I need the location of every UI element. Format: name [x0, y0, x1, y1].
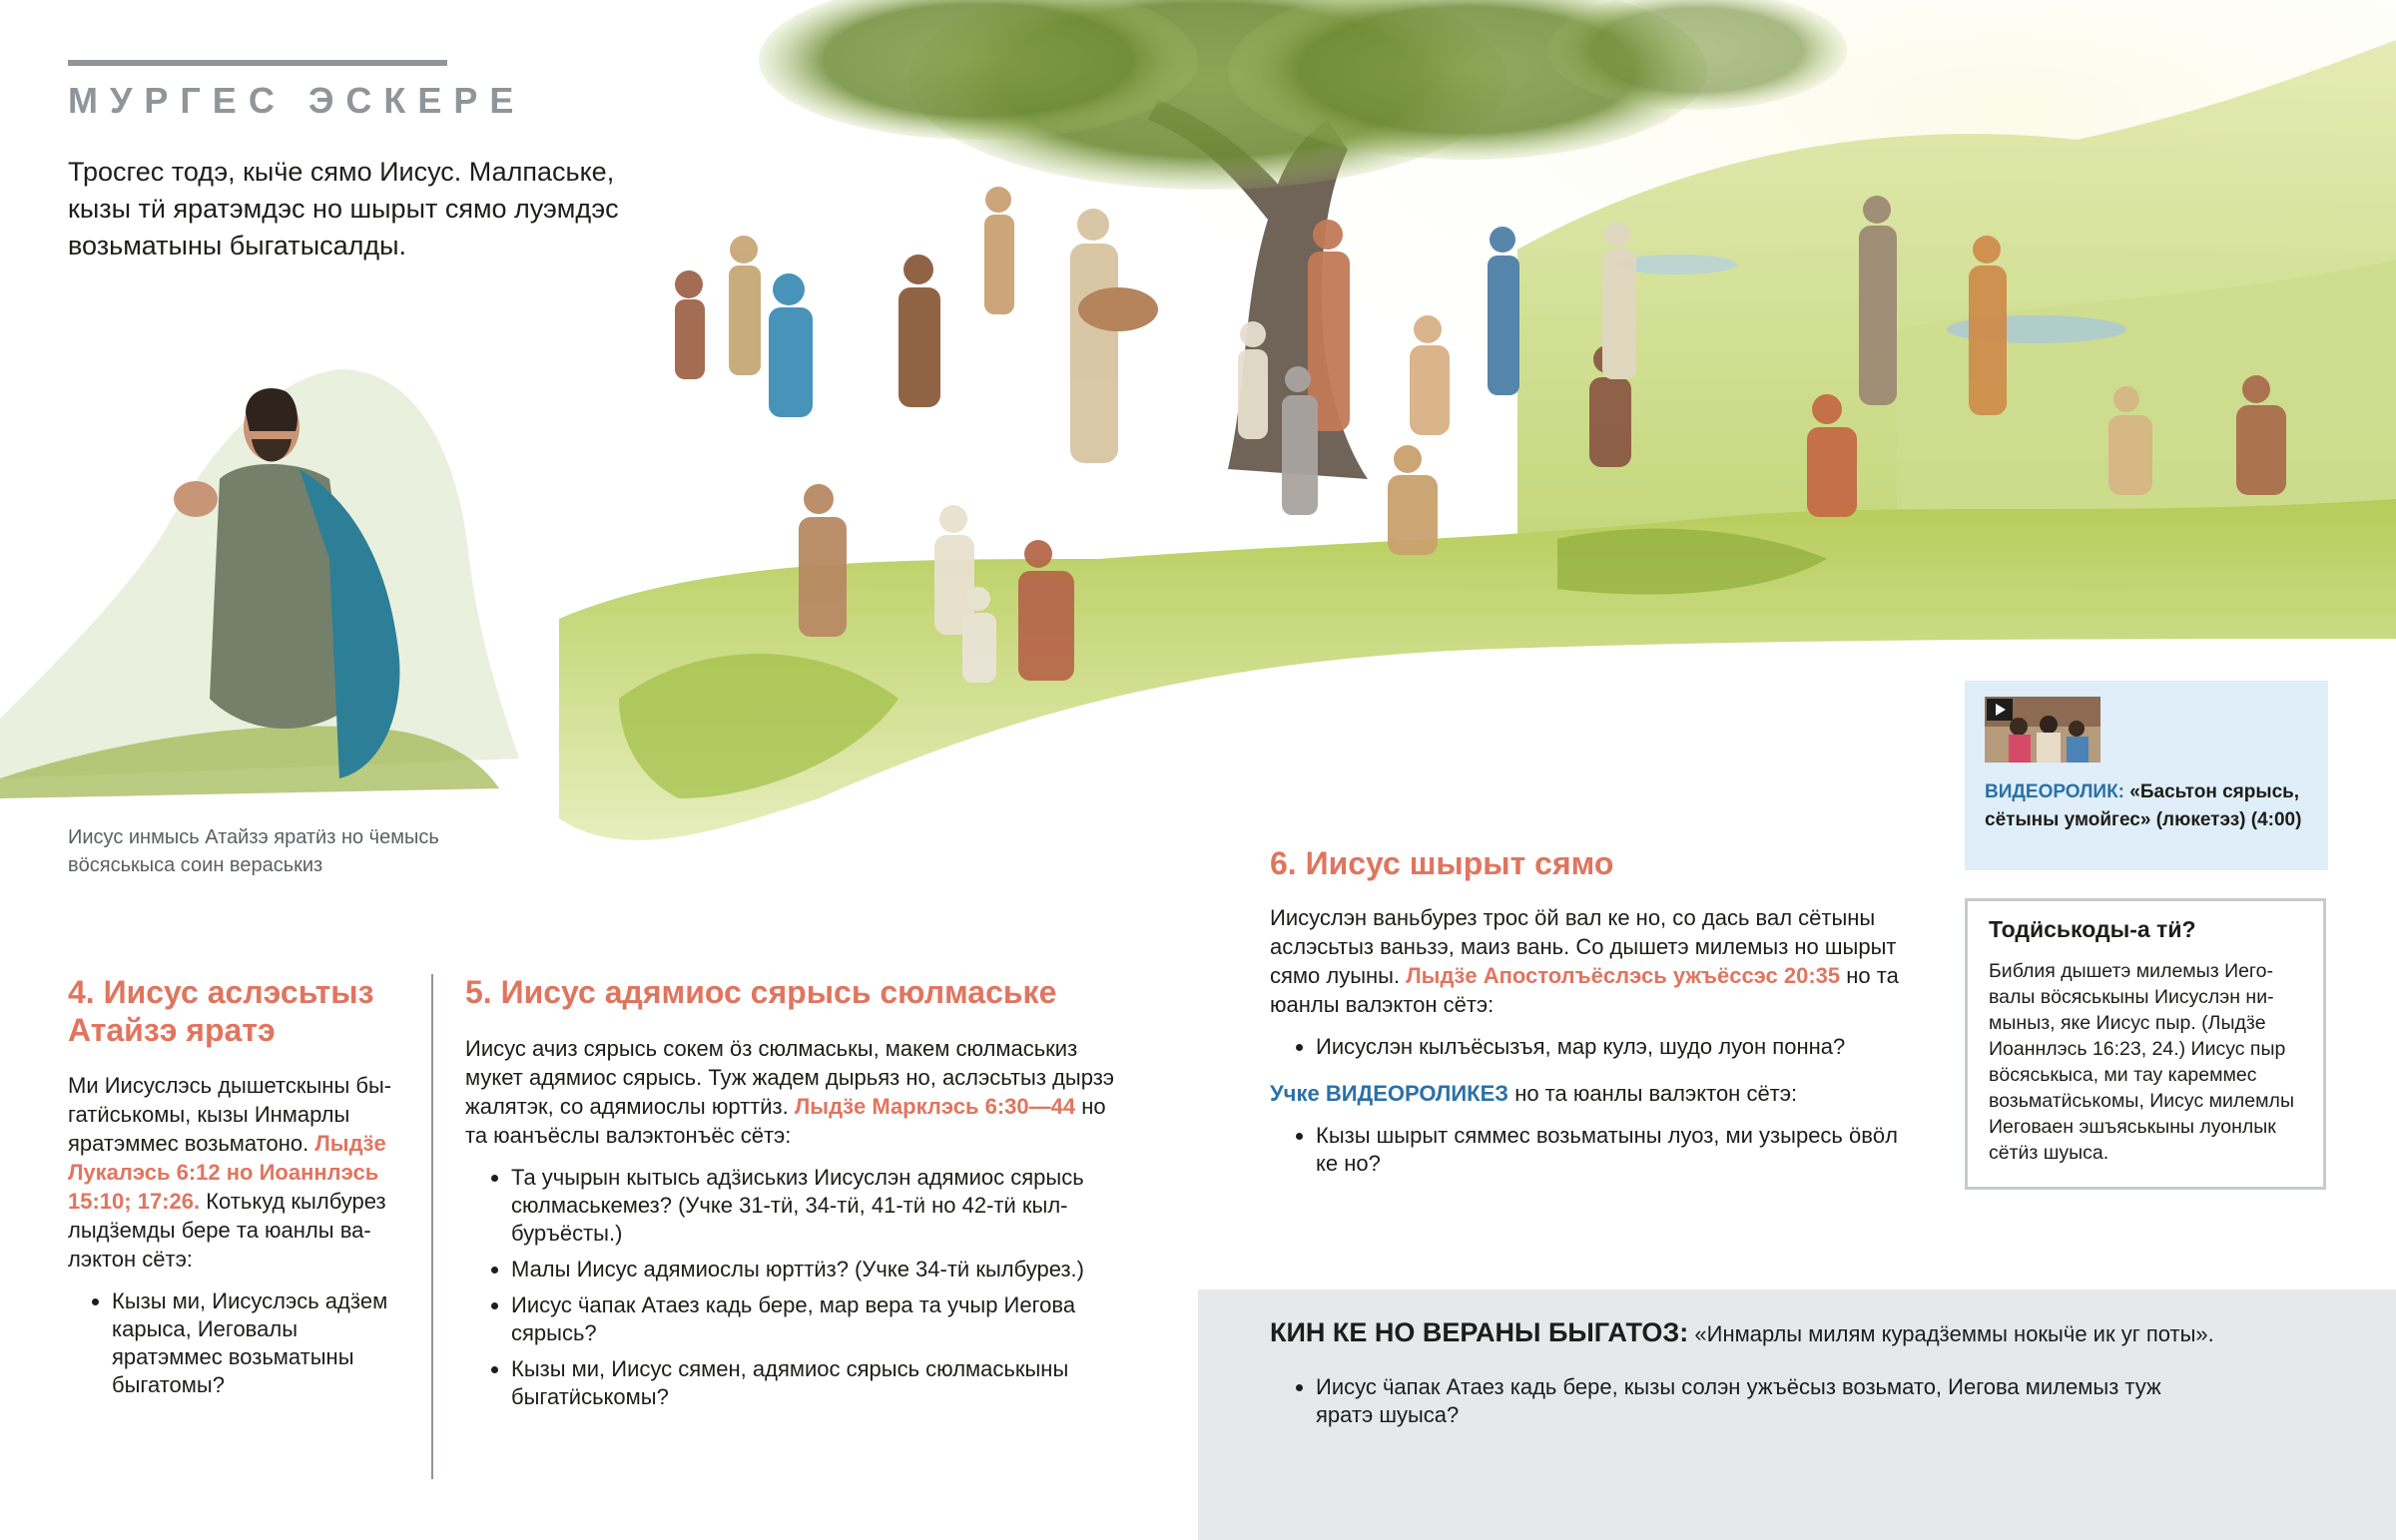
- watch-video-text: но та юанлы валэктон сётэ:: [1514, 1081, 1798, 1106]
- intro-text: Тросгес тодэ, кыӵе сямо Иисус. Малпаське, кызы тӥ яратэмдэс но шырыт сямо луэмдэс возьматыны быгатысалды.: [68, 157, 619, 260]
- video-label: ВИДЕОРОЛИК:: [1985, 781, 2125, 802]
- section-6-text: Иисуслэн ваньбурез трос ӧй вал ке но, со дась вал сётыны аслэсьтыз ваньзэ, маиз вань. Со дышетэ милемыз но шырыт сямо луыны.: [1270, 905, 1897, 988]
- header-rule: [68, 60, 447, 66]
- play-icon[interactable]: [1987, 699, 2013, 721]
- question-item: • Иисус ӵапак Атаез кадь бере, мар вера та учыр Иегова сярысь?: [511, 1291, 1124, 1347]
- tell-others-heading: [1270, 1317, 2358, 1349]
- section-4-text: Ми Иисуслэсь дышетскыны быгатӥськомы, кызы Инмарлы яратэммес возьматоно.: [68, 1073, 392, 1156]
- did-you-know-title: Тодӥськоды-а тӥ?: [1989, 916, 2196, 942]
- section-kicker: МУРГЕС ЭСКЕРЕ: [68, 80, 526, 121]
- question-item: • Малы Иисус адямиослы юрттӥз? (Учке 34-тӥ кылбурез.): [511, 1256, 1124, 1283]
- section-4-reference[interactable]: Лыдӟе Лукалэсь 6:12 но Иоаннлэсь 15:10; 17:26.: [68, 1131, 386, 1214]
- question-item: • Иисуслэн кылъёсызъя, мар кулэ, шудо луон понна?: [1316, 1033, 1909, 1061]
- did-you-know-text: Библия дышетэ милемыз Иеговалы вӧсяськыны Иисуслэн нимыныз, яке Иисус пыр. (Лыдӟе Иоаннлэсь 16:23, 24.) Иисус пыр вӧсяськыса, ми тау кареммес возьматӥськомы, Иисус милемлы Иеговаен эшъяськыны луонлык сётӥз шуыса.: [1989, 960, 2294, 1164]
- question-item: • Кызы шырыт сяммес возьматыны луоз, ми узыресь ӧвӧл ке но?: [1316, 1122, 1909, 1178]
- tell-others-label: КИН КЕ НО ВЕРАНЫ БЫГАТОЗ:: [1270, 1317, 1689, 1347]
- section-5-heading: 5. Иисус адямиос сярысь сюлмаське: [465, 974, 1057, 1010]
- section-5-text: Иисус ачиз сярысь сокем ӧз сюлмаськы, макем сюлмаськиз мукет адямиос сярысь. Туж жадем дырьяз но, аслэсьтыз дырзэ жалятэк, со адямиослы юрттӥз.: [465, 1036, 1115, 1119]
- section-5-body: [465, 1034, 1124, 1419]
- section-4-text-2: Котькуд кылбурез лыдӟемды бере та юанлы валэктон сётэ:: [68, 1189, 386, 1272]
- tell-others-question: «Инмарлы милям курадӟеммы нокыӵе ик уг поты».: [1694, 1321, 2214, 1346]
- section-5-text-2: но та юанъёслы валэктонъёс сётэ:: [465, 1094, 1106, 1148]
- question-item: • Кызы ми, Иисуслэсь адӟем карыса, Иеговалы яратэммес возьматыны быгатомы?: [112, 1287, 397, 1399]
- section-6-text-2: но та юанлы валэктон сётэ:: [1270, 963, 1899, 1017]
- section-4-body: [68, 1071, 397, 1407]
- illustration-caption: Иисус инмысь Атайзэ яратӥз но ӵемысь вӧсяськыса соин вераськиз: [68, 826, 439, 876]
- section-6-body: [1270, 903, 1909, 1186]
- section-6-reference[interactable]: Лыдӟе Апостолъёслэсь ужъёссэс 20:35: [1406, 963, 1841, 988]
- watch-video-link[interactable]: Учке ВИДЕОРОЛИКЕЗ: [1270, 1081, 1509, 1106]
- question-item: • Кызы ми, Иисус сямен, адямиос сярысь сюлмаськыны быгатӥськомы?: [511, 1355, 1124, 1411]
- question-item: • Иисус ӵапак Атаез кадь бере, кызы солэн ужъёсыз возьмато, Иегова милемыз туж яратэ шуыса?: [1316, 1373, 2188, 1429]
- section-5-reference[interactable]: Лыдӟе Марклэсь 6:30—44: [794, 1094, 1076, 1119]
- column-divider: [431, 974, 433, 1479]
- section-6-heading: 6. Иисус шырыт сямо: [1270, 845, 1614, 881]
- tell-others-list: [1270, 1359, 2188, 1437]
- video-link[interactable]: [1985, 778, 2314, 834]
- section-4-heading: 4. Иисус аслэсьтыз Атайзэ яратэ: [68, 974, 374, 1048]
- video-title: «Басьтон сярысь, сётыны умойгес» (люкетэз) (4:00): [1985, 781, 2302, 830]
- question-item: • Та учырын кытысь адӟиськиз Иисуслэн адямиос сярысь сюлмаськемез? (Учке 31-тӥ, 34-тӥ, 41-тӥ но 42-тӥ кылбуръёсты.): [511, 1164, 1124, 1248]
